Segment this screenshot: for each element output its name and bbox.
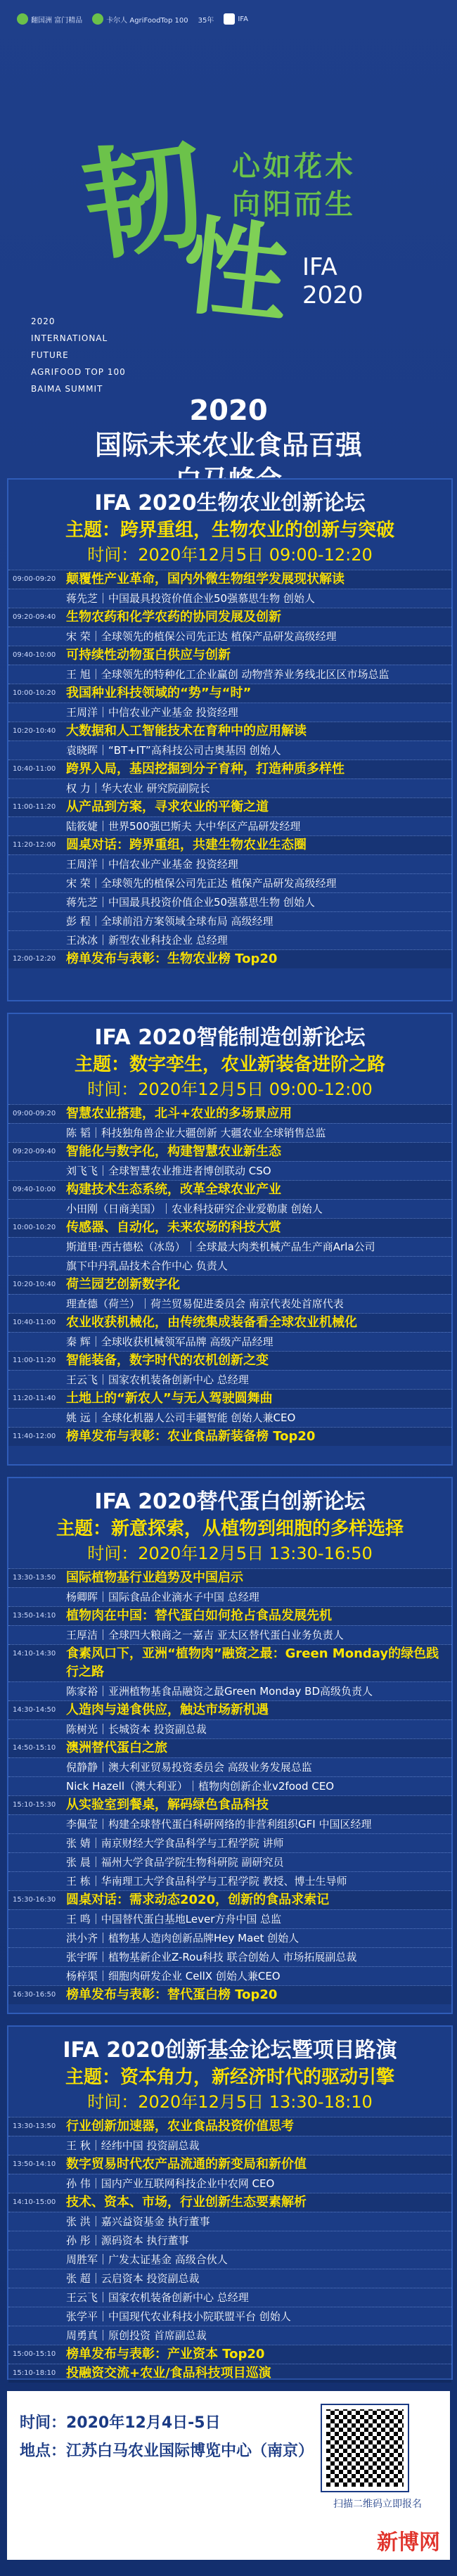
session-time [8,2250,66,2269]
agenda-session [8,608,451,627]
session-title: 圆桌对话：需求动态2020，创新的食品求索记 [66,1892,330,1907]
speaker-info: 周勇真｜原创投资 首席副总裁 [66,2329,207,2342]
speaker-info: 斯道里·西古德松（冰岛）｜全球最大肉类机械产品生产商Arla公司 [66,1241,375,1253]
agenda-session [8,1180,451,1199]
speaker-info: 王云飞｜国家农机装备创新中心 总经理 [66,1373,249,1386]
session-time [8,1409,66,1427]
forum-topic: 主题：跨界重组，生物农业的创新与突破 [65,520,394,541]
speaker-info: 杨卿晖｜国际食品企业滴水子中国 总经理 [66,1591,259,1603]
agenda-speaker [8,1408,451,1427]
session-time: 12:00-12:20 [13,955,56,963]
session-time: 11:40-12:00 [13,1433,56,1440]
agrifood-icon [92,13,103,25]
speaker-info: 洪小齐｜植物基人造肉创新品牌Hey Maet 创始人 [66,1932,300,1944]
session-title: 从实验室到餐桌，解码绿色食品科技 [66,1798,269,1812]
session-time: 10:40-11:00 [13,765,56,773]
summit-name-en: 2020 INTERNATIONAL FUTURE AGRIFOOD TOP 100 BAIMA SUMMIT [31,316,126,394]
event-time: 时间：2020年12月4日-5日 [20,2414,221,2432]
agenda-session [8,1275,451,1294]
session-time [8,1124,66,1142]
session-title: 榜单发布与表彰：替代蛋白榜 Top20 [66,1987,278,2002]
forum-topic: 主题：资本角力，新经济时代的驱动引擎 [65,2067,394,2088]
agenda-speaker [8,892,451,911]
forum-topic: 主题：数字孪生，农业新装备进阶之路 [74,1054,385,1075]
session-time [8,1815,66,1833]
session-title: 榜单发布与表彰：产业资本 Top20 [66,2347,265,2362]
partner-logo-1: 翻国洲 富门精品 [17,13,82,25]
session-time [8,627,66,646]
speaker-info: 刘飞飞｜全球智慧农业推进者博创联动 CSO [66,1165,271,1177]
session-title: 我国种业科技领域的“势”与“时” [66,686,252,700]
agenda-speaker [8,854,451,873]
speaker-info: 王 旭｜全球领先的特种化工企业赢创 动物营养业务线北区区市场总监 [66,668,390,681]
agenda-session [8,2193,451,2212]
session-time: 09:40-10:00 [13,1186,56,1193]
agenda-speaker [8,2231,451,2250]
session-title: 生物农药和化学农药的协同发展及创新 [66,610,281,624]
session-time: 09:00-09:20 [13,575,56,583]
speaker-info: 蒋先芝｜中国最具投资价值企业50强慕思生物 创始人 [66,592,315,605]
agenda-list [8,1568,451,2004]
session-time: 11:20-11:40 [13,1395,56,1402]
agenda-speaker [8,1871,451,1890]
speaker-info: 小田刚（日商美国）｜农业科技研究企业爱勒康 创始人 [66,1203,323,1215]
forum-time: 时间：2020年12月5日 09:00-12:00 [87,1079,373,1099]
agenda-list [8,2117,451,2383]
session-title: 圆桌对话：跨界重组，共建生物农业生态圈 [66,838,307,852]
session-time [8,874,66,892]
session-time [8,1910,66,1928]
agenda-speaker [8,2212,451,2231]
agenda-session [8,1104,451,1123]
session-time [8,893,66,911]
speaker-info: 王 栋｜华南理工大学食品科学与工程学院 教授、博士生导师 [66,1875,347,1888]
agenda-speaker [8,2136,451,2155]
session-time: 10:00-10:20 [13,689,56,697]
session-title: 农业收获机械化，由传统集成装备看全球农业机械化 [66,1315,357,1330]
session-time [8,1948,66,1966]
session-time [8,2269,66,2288]
speaker-info: 李佩莹｜构建全球替代蛋白科研网络的非营利组织GFI 中国区经理 [66,1818,372,1831]
session-title: 荷兰园艺创新数字化 [66,1277,180,1292]
session-time [8,2288,66,2307]
brand-watermark: 新博网 [377,2530,440,2555]
agenda-speaker [8,2307,451,2326]
agenda-speaker [8,2326,451,2345]
speaker-info: 周胜军｜广发太证基金 高级合伙人 [66,2253,228,2266]
agenda-session [8,1795,451,1814]
agenda-session [8,1985,451,2004]
speaker-info: 王 秋｜经纬中国 投资副总裁 [66,2139,200,2152]
session-time: 14:50-15:10 [13,1744,56,1752]
speaker-info: 王云飞｜国家农机装备创新中心 总经理 [66,2291,249,2304]
session-time [8,855,66,873]
session-title: 大数据和人工智能技术在育种中的应用解读 [66,724,307,738]
session-time [8,2307,66,2326]
session-title: 技术、资本、市场，行业创新生态要素解析 [66,2195,307,2210]
session-time [8,1929,66,1947]
session-time: 14:10-14:30 [13,1650,56,1658]
session-time: 16:30-16:50 [13,1991,56,1999]
agenda-speaker [8,1332,451,1351]
partner-logo-4: IFA [224,13,248,25]
session-title: 植物肉在中国：替代蛋白如何抢占食品发展先机 [66,1608,332,1623]
session-title: 土地上的“新农人”与无人驾驶圆舞曲 [66,1391,273,1406]
session-time [8,931,66,949]
speaker-info: Nick Hazell（澳大利亚）｜植物肉创新企业v2food CEO [66,1780,335,1793]
agenda-session [8,797,451,816]
session-title: 构建技术生态系统，改革全球农业产业 [66,1182,281,1197]
agenda-session [8,1389,451,1408]
session-time [8,1777,66,1795]
speaker-info: 张学平｜中国现代农业科技小院联盟平台 创始人 [66,2310,291,2323]
agenda-speaker [8,1776,451,1795]
agenda-session [8,1890,451,1909]
qr-caption: 扫描二维码立即报名 [333,2499,422,2510]
speaker-info: 王厚洁｜全球四大粮商之一嘉吉 亚太区替代蛋白业务负责人 [66,1629,344,1641]
session-time [8,817,66,835]
agenda-speaker [8,778,451,797]
hero-ifa: IFA 2020 [302,253,363,309]
speaker-info: 彭 程｜全球前沿方案领域全球布局 高级经理 [66,915,273,928]
speaker-info: 王周洋｜中信农业产业基金 投资经理 [66,858,238,871]
forum-panel-manufacturing [7,1013,453,1466]
forum-title: IFA 2020智能制造创新论坛 [94,1025,366,1050]
session-title: 智能装备，数字时代的农机创新之变 [66,1353,269,1368]
agenda-speaker [8,1587,451,1606]
page-title: 2020 国际未来农业食品百强 [94,395,362,461]
hero-glyph-xing: 性 [176,203,295,338]
agenda-session [8,1218,451,1237]
session-time [8,2174,66,2193]
session-time [8,1257,66,1275]
agenda-speaker [8,873,451,892]
session-time: 13:30-13:50 [13,1574,56,1582]
speaker-info: 杨梓渠｜细胞肉研发企业 CellX 创始人兼CEO [66,1970,281,1982]
session-time [8,2326,66,2345]
hero-glyph-ren: 韧 [75,122,214,278]
event-info-footer [7,2391,450,2560]
agenda-speaker [8,1928,451,1947]
hero-banner [0,42,457,461]
speaker-info: 孙 彤｜源码资本 执行董事 [66,2234,189,2247]
agenda-session [8,1644,451,1681]
session-title: 食素风口下，亚洲“植物肉”融资之最：Green Monday的绿色践行之路 [66,1646,439,1679]
session-title: 可持续性动物蛋白供应与创新 [66,648,231,662]
session-title: 智慧农业搭建，北斗+农业的多场景应用 [66,1106,292,1121]
agenda-list [8,570,451,968]
session-time [8,589,66,608]
session-time [8,1682,66,1700]
agenda-speaker [8,1237,451,1256]
agenda-speaker [8,1161,451,1180]
agenda-speaker [8,1256,451,1275]
session-time [8,1967,66,1985]
session-time: 14:30-14:50 [13,1706,56,1714]
speaker-info: 袁晓晖｜“BT+IT”高科技公司古奥基因 创始人 [66,744,281,757]
agenda-session [8,1351,451,1370]
agenda-session [8,1568,451,1587]
leaf-icon [17,13,28,25]
session-time: 10:40-11:00 [13,1319,56,1326]
agenda-speaker [8,1294,451,1313]
session-title: 榜单发布与表彰：农业食品新装备榜 Top20 [66,1429,316,1444]
agenda-speaker [8,703,451,722]
agenda-speaker [8,2250,451,2269]
forum-panel-fund [7,2025,453,2380]
speaker-info: 张 婧｜南京财经大学食品科学与工程学院 讲师 [66,1837,284,1850]
session-time: 15:00-15:10 [13,2350,56,2358]
agenda-speaker [8,665,451,684]
session-time: 11:20-12:00 [13,841,56,849]
forum-panel-protein [7,1477,453,2014]
speaker-info: 权 力｜华大农业 研究院副院长 [66,782,210,795]
session-time: 13:50-14:10 [13,1612,56,1620]
session-time [8,1371,66,1389]
agenda-speaker [8,627,451,646]
forum-title: IFA 2020生物农业创新论坛 [94,491,366,515]
session-time [8,1758,66,1776]
session-title: 智能化与数字化，构建智慧农业新生态 [66,1144,281,1159]
speaker-info: 蒋先芝｜中国最具投资价值企业50强慕思生物 创始人 [66,896,315,909]
agenda-speaker [8,911,451,930]
session-time: 14:10-15:00 [13,2198,56,2206]
forum-title: IFA 2020创新基金论坛暨项目路演 [63,2038,397,2063]
speaker-info: 王冰冰｜新型农业科技企业 总经理 [66,934,228,947]
speaker-info: 姚 远｜全球化机器人公司丰疆智能 创始人兼CEO [66,1411,296,1424]
agenda-session [8,2117,451,2136]
speaker-info: 陆筱婕｜世界500强巴斯夫 大中华区产品研发经理 [66,820,301,833]
agenda-speaker [8,816,451,835]
session-time [8,1853,66,1871]
hero-slogan: 心如花木 向阳而生 [232,150,356,221]
session-title: 行业创新加速器，农业食品投资价值思考 [66,2119,294,2134]
session-time: 09:00-09:20 [13,1110,56,1117]
session-time: 15:10-18:10 [13,2369,56,2377]
session-time: 13:30-13:50 [13,2122,56,2130]
agenda-session [8,1427,451,1446]
agenda-speaker [8,1199,451,1218]
session-time: 09:40-10:00 [13,651,56,659]
session-time [8,703,66,722]
session-time [8,1626,66,1644]
session-time [8,1162,66,1180]
agenda-speaker [8,1909,451,1928]
forum-panel-bio [7,478,453,1001]
session-title: 颠覆性产业革命，国内外微生物组学发展现状解读 [66,572,345,587]
session-time: 13:50-14:10 [13,2160,56,2168]
agenda-session [8,1142,451,1161]
forum-time: 时间：2020年12月5日 13:30-18:10 [87,2092,373,2112]
agenda-speaker [8,589,451,608]
agenda-speaker [8,1833,451,1852]
agenda-session [8,835,451,854]
agenda-session [8,1738,451,1757]
session-time [8,665,66,684]
agenda-speaker [8,1814,451,1833]
speaker-info: 宋 荣｜全球领先的植保公司先正达 植保产品研发高级经理 [66,877,337,890]
partner-logos [17,10,440,28]
session-title: 跨界入局，基因挖掘到分子育种，打造种质多样性 [66,762,345,776]
speaker-info: 张 晨｜福州大学食品学院生物科研院 副研究员 [66,1856,284,1869]
session-title: 澳洲替代蛋白之旅 [66,1741,167,1755]
ifa-icon [224,13,235,25]
agenda-speaker [8,2288,451,2307]
agenda-speaker [8,1757,451,1776]
agenda-session [8,760,451,778]
session-time: 15:10-15:30 [13,1801,56,1809]
speaker-info: 理查德（荷兰）｜荷兰贸易促进委员会 南京代表处首席代表 [66,1297,344,1310]
session-time [8,2136,66,2155]
session-time [8,1834,66,1852]
agenda-session [8,1606,451,1625]
agenda-session [8,2364,451,2383]
session-time [8,1333,66,1351]
agenda-speaker [8,1681,451,1700]
agenda-speaker [8,1966,451,1985]
forum-time: 时间：2020年12月5日 13:30-16:50 [87,1544,373,1563]
session-title: 榜单发布与表彰：生物农业榜 Top20 [66,951,278,966]
agenda-session [8,684,451,703]
event-place: 地点：江苏白马农业国际博览中心（南京） [20,2442,314,2460]
session-time [8,1720,66,1738]
session-time: 09:20-09:40 [13,1148,56,1155]
session-time [8,1872,66,1890]
session-time [8,741,66,760]
agenda-speaker [8,1947,451,1966]
agenda-speaker [8,1370,451,1389]
session-time [8,1588,66,1606]
speaker-info: 秦 辉｜全球收获机械领军品牌 高级产品经理 [66,1335,273,1348]
speaker-info: 陈家裕｜亚洲植物基食品融资之最Green Monday BD高级负责人 [66,1685,373,1698]
session-time [8,2231,66,2250]
agenda-speaker [8,1625,451,1644]
agenda-speaker [8,930,451,949]
speaker-info: 宋 荣｜全球领先的植保公司先正达 植保产品研发高级经理 [66,630,337,643]
session-time: 10:20-10:40 [13,1281,56,1288]
session-title: 国际植物基行业趋势及中国启示 [66,1570,243,1585]
agenda-list [8,1104,451,1446]
session-time [8,1295,66,1313]
forum-time: 时间：2020年12月5日 09:00-12:20 [87,545,373,565]
forum-topic: 主题：新意探索，从植物到细胞的多样选择 [56,1518,404,1539]
agenda-speaker [8,1852,451,1871]
partner-logo-2: 卡尔人 AgriFoodTop 100 [92,13,188,25]
forum-title: IFA 2020替代蛋白创新论坛 [94,1489,366,1514]
speaker-info: 张 超｜云启资本 投资副总裁 [66,2272,200,2285]
speaker-info: 陈 韬｜科技独角兽企业大疆创新 大疆农业全球销售总监 [66,1127,326,1139]
session-time [8,1238,66,1256]
agenda-session [8,949,451,968]
agenda-session [8,2155,451,2174]
session-time [8,1200,66,1218]
agenda-speaker [8,1123,451,1142]
session-title: 人造肉与递食供应，触达市场新机遇 [66,1703,269,1717]
speaker-info: 王 鸣｜中国替代蛋白基地Lever方舟中国 总监 [66,1913,282,1925]
speaker-info: 王周洋｜中信农业产业基金 投资经理 [66,706,238,719]
agenda-session [8,2345,451,2364]
session-time [8,779,66,797]
session-time: 15:30-16:30 [13,1896,56,1904]
agenda-speaker [8,741,451,760]
session-title: 从产品到方案，寻求农业的平衡之道 [66,800,269,814]
qr-code-icon[interactable] [322,2405,408,2491]
session-title: 数字贸易时代农产品流通的新变局和新价值 [66,2157,307,2172]
session-time [8,2212,66,2231]
session-time: 10:00-10:20 [13,1224,56,1231]
agenda-session [8,722,451,741]
speaker-info: 张宇晖｜植物基新企业Z-Rou科技 联合创始人 市场拓展副总裁 [66,1951,357,1963]
speaker-info: 孙 伟｜国内产业互联网科技企业中农网 CEO [66,2177,275,2190]
session-title: 传感器、自动化，未来农场的科技大赏 [66,1220,281,1235]
session-time [8,912,66,930]
agenda-session [8,1700,451,1719]
speaker-info: 张 洪｜嘉兴益资基金 执行董事 [66,2215,210,2228]
agenda-session [8,1313,451,1332]
session-time: 10:20-10:40 [13,727,56,735]
agenda-session [8,570,451,589]
session-time: 11:00-11:20 [13,1357,56,1364]
session-time: 09:20-09:40 [13,613,56,621]
session-title: 投融资交流+农业/食品科技项目巡演 [66,2366,271,2380]
speaker-info: 倪静静｜澳大利亚贸易投资委员会 高级业务发展总监 [66,1761,312,1774]
partner-logo-3: 35年 [198,16,214,25]
agenda-speaker [8,2174,451,2193]
speaker-info: 旗下中丹乳品技术合作中心 负责人 [66,1260,228,1272]
agenda-speaker [8,1719,451,1738]
agenda-speaker [8,2269,451,2288]
speaker-info: 陈树光｜长城资本 投资副总裁 [66,1723,207,1736]
session-time: 11:00-11:20 [13,803,56,811]
agenda-session [8,646,451,665]
